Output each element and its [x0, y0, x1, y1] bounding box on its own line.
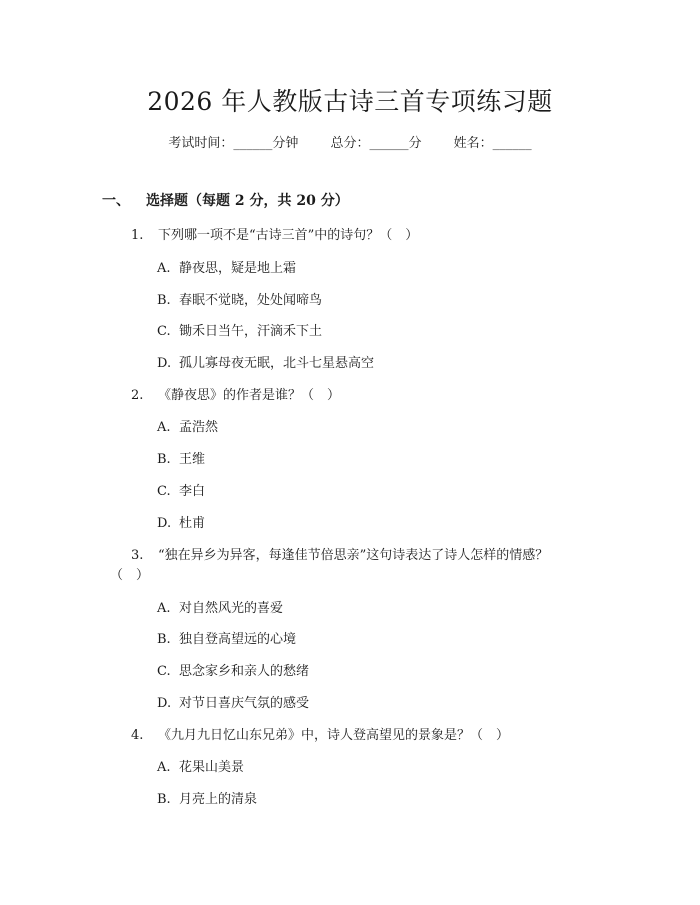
option-text: 杜甫: [179, 516, 206, 531]
option-1d: [157, 352, 374, 371]
question-text: 《静夜思》的作者是谁？（ ）: [158, 388, 341, 403]
question-text: 《九月九日忆山东兄弟》中，诗人登高望见的景象是？（ ）: [158, 728, 510, 743]
question-3-continuation: （ ）: [110, 568, 150, 583]
option-3b: [157, 628, 296, 647]
option-4a: [157, 756, 244, 775]
option-letter: D.: [157, 516, 172, 531]
option-letter: D.: [157, 696, 172, 711]
question-number: 1.: [131, 228, 144, 243]
option-2a: [157, 416, 218, 435]
question-number: 4.: [131, 728, 144, 743]
total-score-field: 总分：______分: [330, 136, 422, 151]
option-letter: A.: [157, 261, 171, 276]
option-letter: C.: [157, 664, 171, 679]
option-4b: [157, 788, 257, 807]
option-text: 对自然风光的喜爱: [179, 601, 284, 616]
option-text: 独自登高望远的心境: [179, 632, 297, 647]
option-2d: [157, 512, 205, 531]
option-1c: [157, 320, 322, 339]
option-text: 月亮上的清泉: [179, 792, 258, 807]
option-3a: [157, 597, 283, 616]
option-text: 锄禾日当午，汗滴禾下土: [179, 324, 323, 339]
option-text: 王维: [179, 452, 206, 467]
exam-time-field: 考试时间：______分钟: [168, 136, 299, 151]
option-text: 对节日喜庆气氛的感受: [179, 696, 310, 711]
question-2: [131, 384, 340, 403]
option-1a: [157, 257, 296, 276]
option-letter: A.: [157, 420, 171, 435]
option-3d: [157, 692, 309, 711]
option-letter: C.: [157, 484, 171, 499]
question-1: [131, 224, 418, 243]
section-heading: [102, 190, 349, 210]
section-title: 选择题（每题 2 分，共 20 分）: [146, 193, 349, 209]
option-text: 静夜思，疑是地上霜: [179, 261, 297, 276]
option-letter: B.: [157, 792, 171, 807]
option-text: 李白: [179, 484, 206, 499]
option-3c: [157, 660, 309, 679]
section-number: 一、: [102, 193, 130, 209]
option-letter: B.: [157, 632, 171, 647]
question-text: 下列哪一项不是“古诗三首”中的诗句？（ ）: [158, 228, 419, 243]
option-text: 孤儿寡母夜无眠，北斗七星悬高空: [179, 356, 375, 371]
option-letter: B.: [157, 452, 171, 467]
question-text: “独在异乡为异客，每逢佳节倍思亲”这句诗表达了诗人怎样的情感？: [158, 548, 549, 563]
option-letter: A.: [157, 601, 171, 616]
question-number: 2.: [131, 388, 144, 403]
option-letter: A.: [157, 760, 171, 775]
question-4: [131, 724, 509, 743]
page-title: 2026 年人教版古诗三首专项练习题: [147, 87, 553, 116]
option-letter: B.: [157, 293, 171, 308]
option-text: 孟浩然: [179, 420, 219, 435]
option-letter: C.: [157, 324, 171, 339]
student-name-field: 姓名：______: [453, 136, 532, 151]
exam-meta: [0, 132, 700, 151]
option-2b: [157, 448, 205, 467]
option-1b: [157, 289, 322, 308]
option-letter: D.: [157, 356, 172, 371]
option-text: 思念家乡和亲人的愁绪: [179, 664, 310, 679]
option-2c: [157, 480, 205, 499]
question-3: [131, 544, 548, 563]
question-number: 3.: [131, 548, 144, 563]
option-text: 春眠不觉晓，处处闻啼鸟: [179, 293, 323, 308]
option-text: 花果山美景: [179, 760, 245, 775]
